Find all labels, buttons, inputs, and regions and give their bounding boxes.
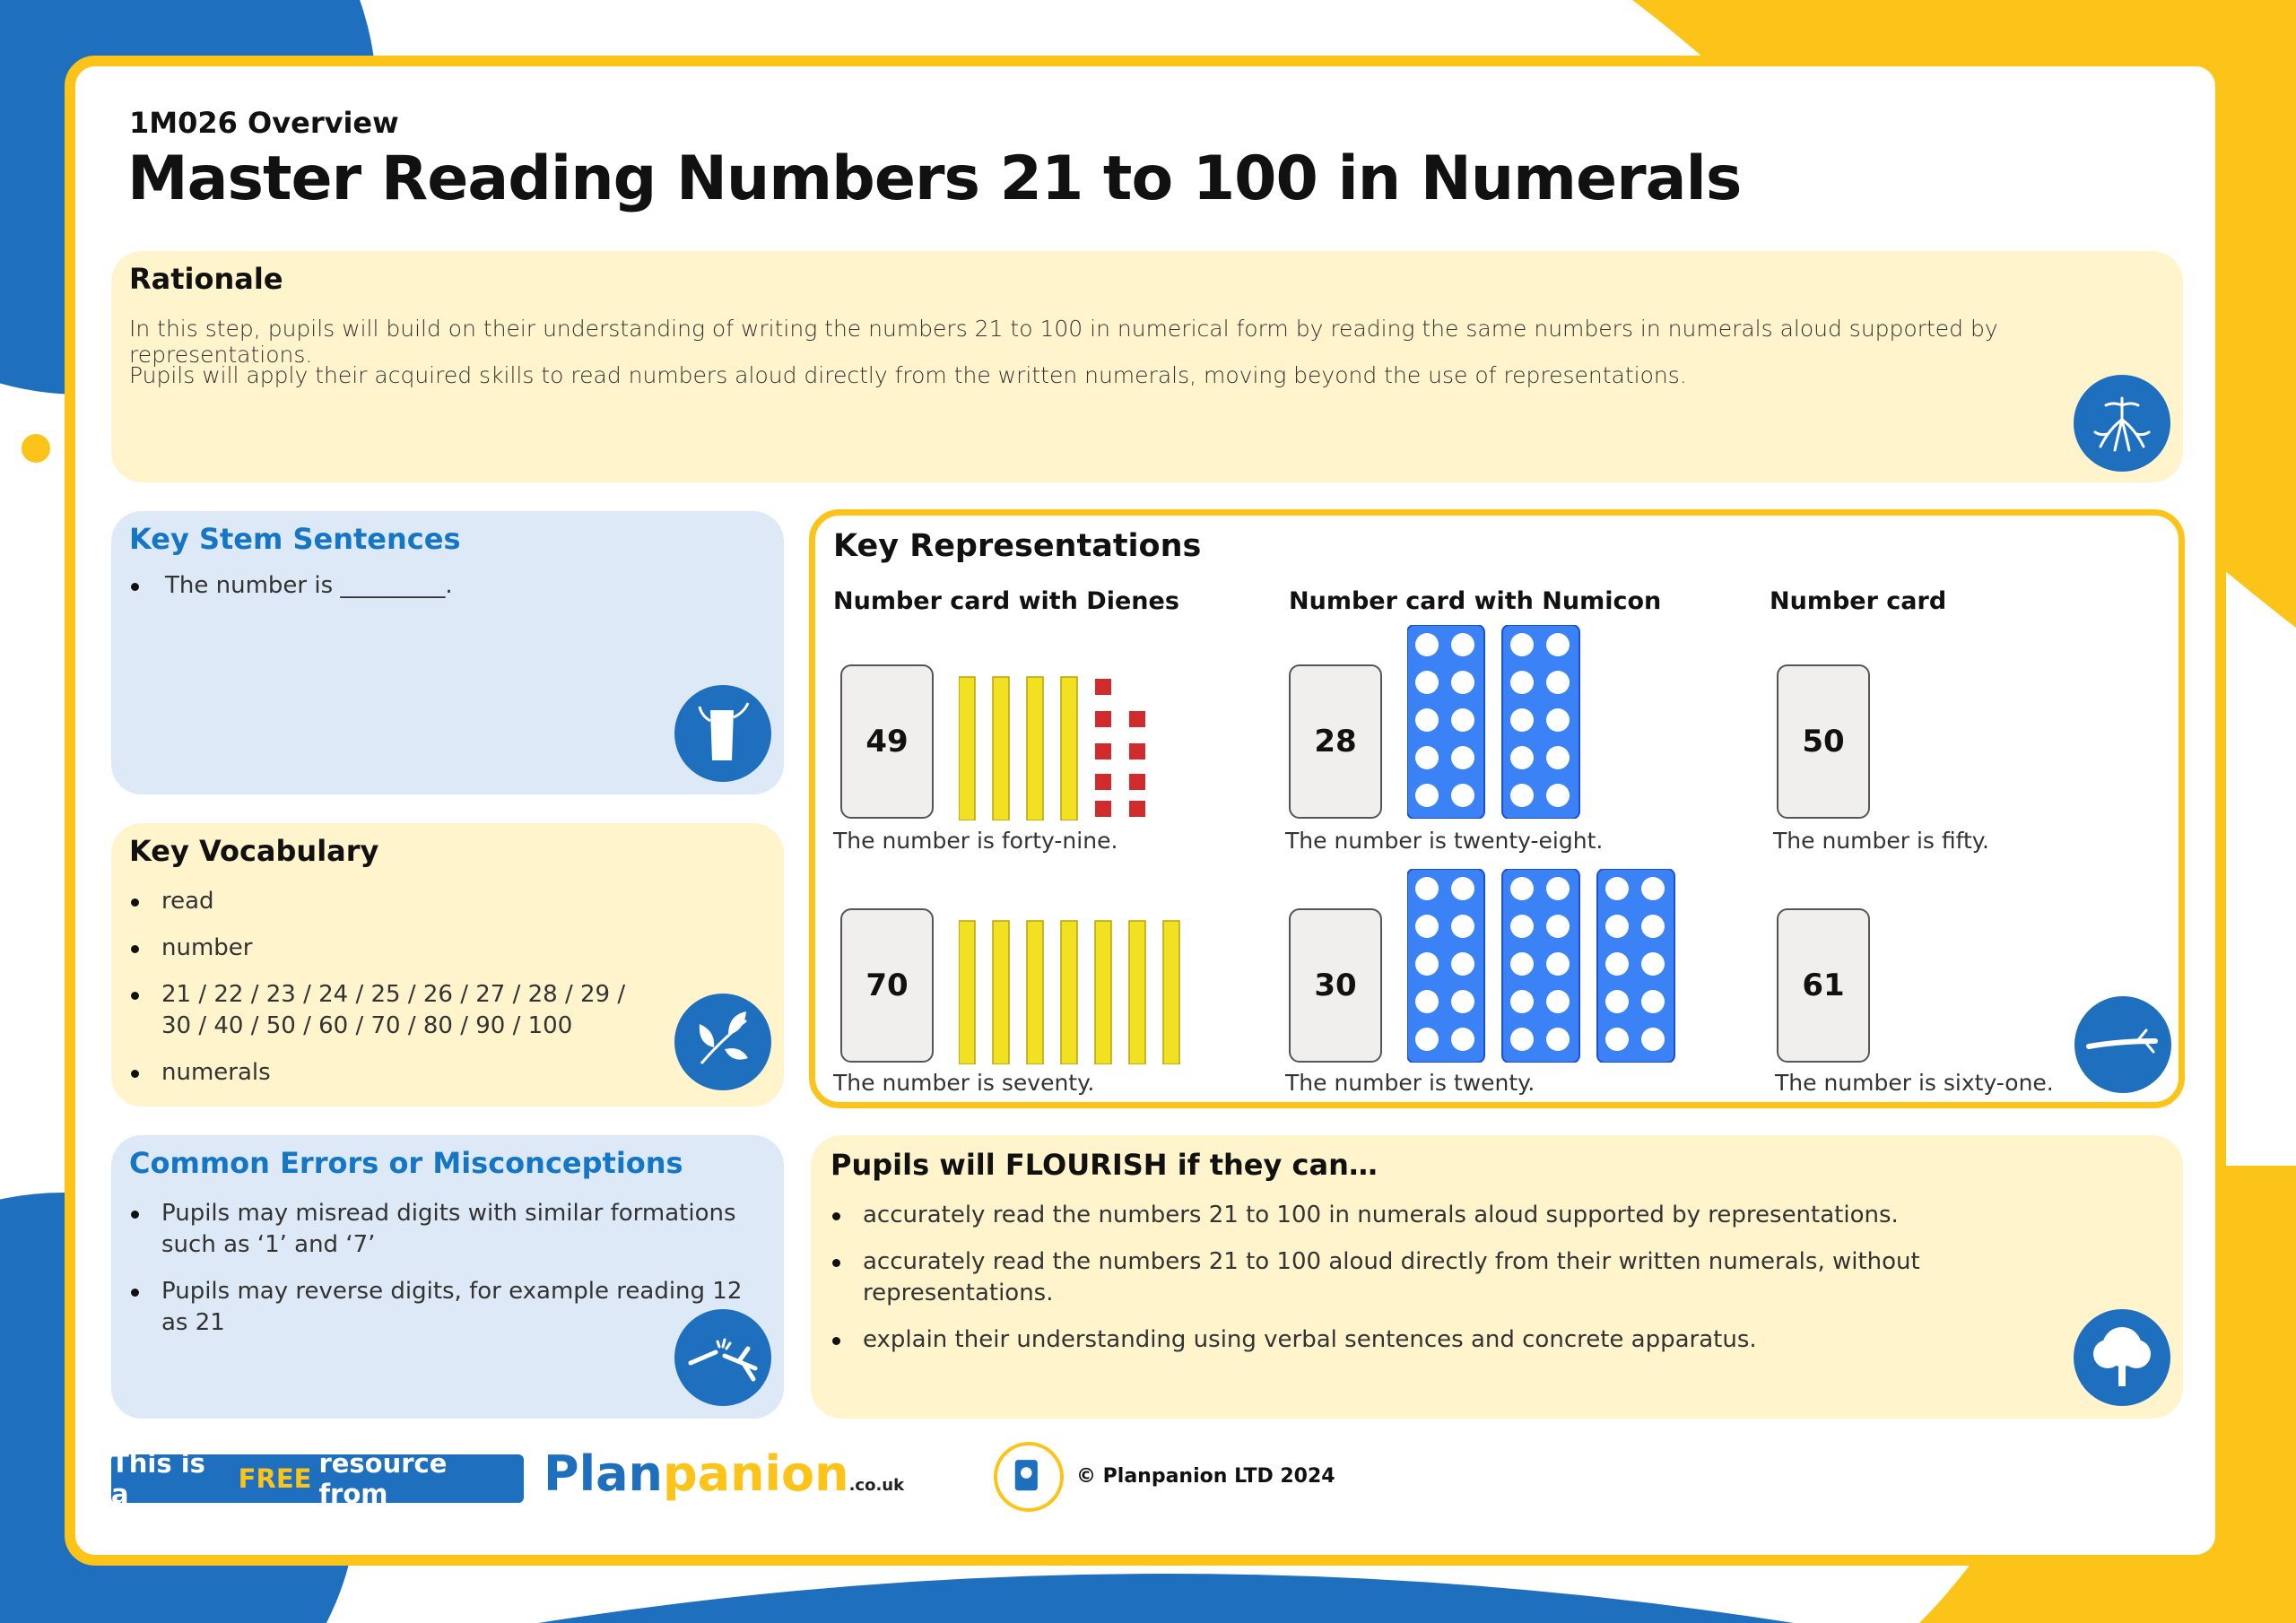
example-caption: The number is twenty. [1285, 1070, 1535, 1096]
errors-panel [111, 1135, 784, 1419]
list-item: read [129, 886, 649, 917]
column-label-dienes: Number card with Dienes [833, 587, 1179, 615]
errors-heading: Common Errors or Misconceptions [129, 1146, 683, 1180]
lesson-ref: 1M026 Overview [129, 106, 399, 140]
number-card: 30 [1289, 908, 1382, 1063]
stem-heading: Key Stem Sentences [129, 522, 461, 556]
example-caption: The number is seventy. [833, 1070, 1095, 1096]
logo-part-1: Plan [544, 1445, 663, 1502]
banner-text-free: FREE [238, 1463, 312, 1494]
logo-tld: .co.uk [848, 1476, 905, 1495]
number-card: 50 [1777, 664, 1870, 819]
vocab-list [129, 886, 649, 1104]
stem-panel [111, 511, 784, 794]
number-card: 28 [1289, 664, 1382, 819]
example-caption: The number is sixty-one. [1775, 1070, 2054, 1096]
vocab-heading: Key Vocabulary [129, 834, 379, 868]
list-item: 21 / 22 / 23 / 24 / 25 / 26 / 27 / 28 / 29 / 30 / 40 / 50 / 60 / 70 / 80 / 90 / 100 [129, 979, 649, 1042]
example-caption: The number is twenty-eight. [1285, 828, 1604, 854]
flourish-panel [811, 1135, 2183, 1419]
list-item: Pupils may reverse digits, for example reading 12 as 21 [129, 1276, 766, 1339]
tree-trunk-icon [674, 685, 771, 782]
list-item: accurately read the numbers 21 to 100 in numerals aloud supported by representations. [831, 1200, 2050, 1231]
representations-heading: Key Representations [833, 528, 1202, 564]
dienes-70 [959, 916, 1192, 1064]
rationale-heading: Rationale [129, 262, 283, 296]
numicon-28 [1407, 625, 1587, 819]
number-card: 61 [1777, 908, 1870, 1063]
representations-panel [809, 509, 2185, 1108]
flourish-heading: Pupils will FLOURISH if they can… [831, 1148, 1378, 1182]
stem-list [129, 570, 757, 617]
number-card: 70 [840, 908, 934, 1063]
numicon-30 [1407, 869, 1676, 1063]
list-item: Pupils may misread digits with similar formations such as ‘1’ and ‘7’ [129, 1198, 766, 1261]
vocab-panel [111, 823, 784, 1107]
broken-branch-icon [674, 1309, 771, 1406]
column-label-numicon: Number card with Numicon [1289, 587, 1662, 615]
list-item: numerals [129, 1057, 649, 1089]
list-item: explain their understanding using verbal sentences and concrete apparatus. [831, 1324, 2050, 1356]
number-card: 49 [840, 664, 934, 819]
logo-part-2: panion [662, 1445, 849, 1502]
flourish-list [831, 1200, 2050, 1371]
tree-icon [2074, 1309, 2170, 1406]
list-item: The number is _________. [129, 570, 757, 602]
list-item: number [129, 933, 649, 964]
banner-text-pre: This is a [111, 1448, 205, 1509]
roots-icon [2074, 375, 2170, 472]
leaves-icon [674, 994, 771, 1090]
planpanion-badge-icon [994, 1442, 1064, 1512]
list-item: accurately read the numbers 21 to 100 aloud directly from their written numerals, without representations. [831, 1246, 2050, 1309]
rationale-panel [111, 251, 2183, 482]
branch-icon [2074, 996, 2171, 1093]
copyright-text: © Planpanion LTD 2024 [1076, 1465, 1335, 1488]
page-title: Master Reading Numbers 21 to 100 in Numerals [127, 143, 1742, 214]
planpanion-logo[interactable] [544, 1445, 904, 1502]
column-label-card: Number card [1770, 587, 1947, 615]
example-caption: The number is forty-nine. [833, 828, 1118, 854]
banner-text-post: resource from [318, 1448, 448, 1509]
rationale-paragraph-2: Pupils will apply their acquired skills to read numbers aloud directly from the written numerals, moving beyond the use of representations. [129, 362, 1687, 388]
errors-list [129, 1198, 766, 1354]
free-resource-banner[interactable] [111, 1448, 524, 1509]
dienes-49 [959, 668, 1165, 820]
rationale-paragraph-1: In this step, pupils will build on their understanding of writing the numbers 21 to 100 in numerical form by reading the same numbers in numerals aloud supported by representations. [129, 316, 1998, 368]
example-caption: The number is fifty. [1773, 828, 1989, 854]
